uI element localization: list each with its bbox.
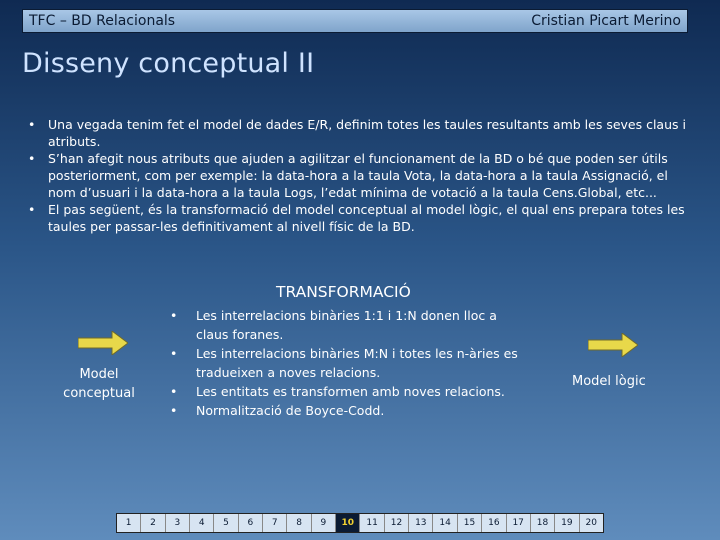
page-link[interactable]: 20 (585, 518, 597, 528)
page-link[interactable]: 15 (458, 514, 482, 532)
page-link[interactable]: 13 (409, 514, 433, 532)
header-bar (22, 9, 688, 33)
intro-bullet-text: S’han afegit nous atributs que ajuden a agilitzar el funcionament de la BD o bé que poden ser útils posteriorment, com per exemple: la data-hora a la taula Vota, la data-hora a la taula Assignació, el nom d’usuari i la data-hora a la taula Logs, l’edat mínima de votació a la taula Cens.Global, etc... (48, 151, 668, 200)
intro-bullets (28, 116, 688, 235)
page-link[interactable]: 11 (360, 514, 384, 532)
rule-text: Normalització de Boyce-Codd. (196, 403, 385, 418)
transformation-rules (170, 306, 530, 420)
page-link[interactable]: 8 (287, 514, 311, 532)
intro-bullet: • S’han afegit nous atributs que ajuden a agilitzar el funcionament de la BD o bé que poden ser útils posteriorment, com per exemple: la data-hora a la taula Vota, la data-hora a la taula Assignació, el nom d’usuari i la data-hora a la taula Logs, l’edat mínima de votació a la taula Cens.Global, etc... (28, 151, 668, 200)
course-title: TFC – BD Relacionals (29, 13, 176, 29)
page-link[interactable]: 3 (166, 514, 190, 532)
page-link[interactable]: 16 (482, 514, 506, 532)
model-logic-label: Model lògic (572, 374, 646, 389)
page-link[interactable]: 2 (141, 514, 165, 532)
page-link[interactable]: 5 (214, 514, 238, 532)
rule-item: • Normalització de Boyce-Codd. (170, 403, 385, 418)
rule-text: Les entitats es transformen amb noves relacions. (196, 384, 505, 399)
page-link[interactable]: 6 (239, 514, 263, 532)
rule-item: • Les interrelacions binàries M:N i totes les n-àries es tradueixen a noves relacions. (170, 346, 518, 380)
slide-pager (116, 513, 604, 533)
rule-text: Les interrelacions binàries M:N i totes les n-àries es tradueixen a noves relacions. (196, 346, 518, 380)
model-conceptual-label: Model conceptual (63, 367, 135, 401)
page-link[interactable]: 10 (336, 514, 360, 532)
page-link[interactable]: 17 (507, 514, 531, 532)
page-link[interactable]: 19 (555, 514, 579, 532)
intro-bullet: • Una vegada tenim fet el model de dades E/R, definim totes les taules resultants amb les seves claus i atributs. (28, 117, 686, 149)
slide-title: Disseny conceptual II (22, 48, 315, 79)
intro-bullet-text: El pas següent, és la transformació del model conceptual al model lògic, el qual ens prepara totes les taules per passar-les definitivament al nivell físic de la BD. (48, 202, 685, 234)
page-link[interactable]: 7 (263, 514, 287, 532)
right-arrow-icon (78, 331, 128, 355)
transformation-title: TRANSFORMACIÓ (276, 283, 411, 301)
right-arrow-icon (588, 333, 638, 357)
intro-bullet: • El pas següent, és la transformació del model conceptual al model lògic, el qual ens prepara totes les taules per passar-les definitivament al nivell físic de la BD. (28, 202, 685, 234)
page-link[interactable]: 12 (385, 514, 409, 532)
page-link[interactable]: 18 (531, 514, 555, 532)
page-link[interactable]: 1 (117, 514, 141, 532)
rule-item: • Les entitats es transformen amb noves relacions. (170, 384, 505, 399)
page-link[interactable]: 9 (312, 514, 336, 532)
author-name: Cristian Picart Merino (531, 13, 681, 29)
page-link[interactable]: 14 (433, 514, 457, 532)
intro-bullet-text: Una vegada tenim fet el model de dades E/R, definim totes les taules resultants amb les seves claus i atributs. (48, 117, 686, 149)
rule-item: • Les interrelacions binàries 1:1 i 1:N donen lloc a claus foranes. (170, 308, 497, 342)
rule-text: Les interrelacions binàries 1:1 i 1:N donen lloc a claus foranes. (196, 308, 497, 342)
page-link[interactable]: 4 (190, 514, 214, 532)
